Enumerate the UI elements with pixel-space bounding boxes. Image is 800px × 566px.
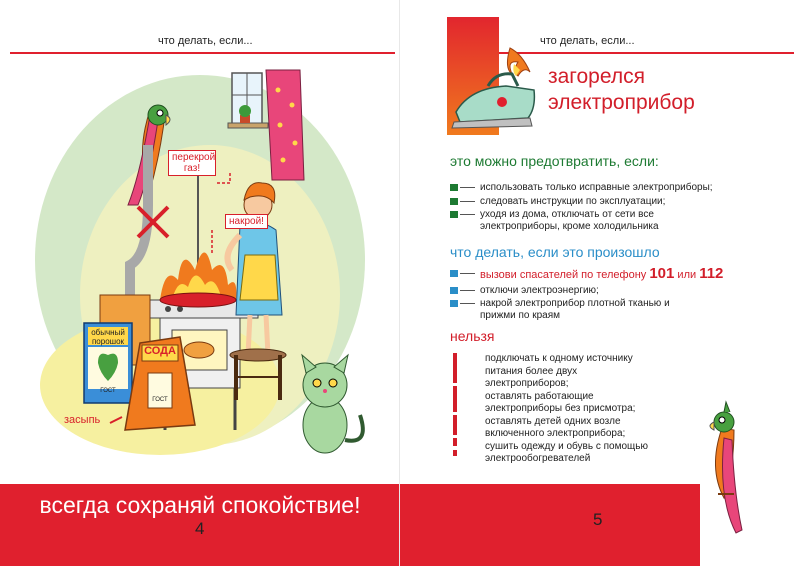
emergency-number-101: 101 (649, 265, 675, 282)
title-line-1: загорелся (548, 65, 645, 88)
happened-heading: что делать, если это произошло (450, 244, 660, 260)
running-header-right: что делать, если... (540, 35, 635, 47)
right-page: что делать, если... загорелся электроприбор это можно предотвратить, если: использовать только исправные электроприборы; следовать инструкции по эксплуатации; уходя из дома, отключать от сети все электроприборы, кроме холодильника что делать, если это произошло вызови спасателей по телефону 101 или 112 отключи электроэнергию; накрой электроприбор плотной тканью и прижми по краям нельзя подключать к одному источнику питания более двух электроприборов; оставлять работающие электроприборы без присмотра; оставлять детей одних возле включенного электроприбора; сушить одежду и обувь с помощью электрообогревателей 5 (400, 0, 800, 566)
green-bullet-icon (450, 198, 458, 205)
forbidden-item: подключать к одному источнику питания более двух электроприборов; (485, 353, 633, 389)
green-bullet-icon (450, 184, 458, 191)
forbidden-item: оставлять детей одних возле включенного электроприбора; (485, 415, 626, 439)
parrot-icon (700, 398, 760, 538)
blue-bullet-icon (450, 300, 458, 307)
slogan: всегда сохраняй спокойствие! (39, 492, 361, 518)
title-line-2: электроприбор (548, 91, 695, 114)
powder-box-label: обычный порошок (91, 328, 125, 346)
page-number-left: 4 (195, 519, 205, 538)
header-rule-right (499, 52, 794, 54)
label-turn-off-gas: перекрой газ! (168, 150, 216, 176)
blue-bullet-icon (450, 270, 458, 277)
emergency-number-112: 112 (699, 265, 724, 282)
forbidden-heading: нельзя (450, 328, 495, 344)
soda-box-label: СОДА (144, 345, 176, 357)
footer-band-right (400, 484, 700, 566)
cat-icon (302, 355, 363, 453)
red-bar-icon (453, 438, 457, 446)
prevent-heading: это можно предотвратить, если: (450, 153, 659, 169)
red-bar-icon (453, 415, 457, 435)
red-bar-icon (453, 450, 457, 456)
red-bar-icon (453, 353, 457, 383)
running-header-left: что делать, если... (158, 35, 253, 47)
kitchen-fire-illustration (0, 55, 400, 485)
header-rule-left (10, 52, 395, 54)
page-title (548, 64, 695, 116)
label-cover: накрой! (225, 214, 268, 229)
forbidden-item: сушить одежду и обувь с помощью электрообогревателей (485, 440, 648, 464)
forbidden-item: оставлять работающие электроприборы без присмотра; (485, 390, 636, 414)
blue-bullet-icon (450, 287, 458, 294)
label-pour: засыпь (64, 414, 101, 426)
green-bullet-icon (450, 211, 458, 218)
page-number-right: 5 (593, 510, 603, 529)
soda-box-gost: ГОСТ (152, 397, 168, 403)
red-bar-icon (453, 386, 457, 412)
powder-box-gost: ГОСТ (100, 388, 116, 394)
burning-iron-icon (448, 40, 543, 135)
plant-icon (239, 105, 251, 123)
curtain-icon (266, 70, 304, 180)
